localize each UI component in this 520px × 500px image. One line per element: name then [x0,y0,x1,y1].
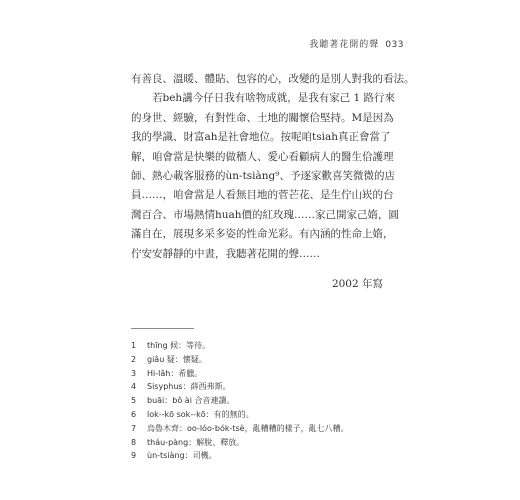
footnote-number: 3 [131,368,137,378]
footnote-text: lok--kō sok--kō：有的無的。 [147,409,254,419]
body-line: 佇安安靜靜的中晝，我聽著花開的聲…… [131,247,320,260]
footnote-number: 6 [131,409,137,419]
footnote-item [131,408,391,422]
footnote-text: Hi-lâh：希臘。 [147,368,203,378]
footnote-item [131,436,391,450]
running-title: 我聽著花開的聲 [309,40,380,50]
body-line: 滿自在，展現多采多姿的性命光彩。有內涵的性命上媠， [131,228,394,241]
footnote-item [131,380,391,394]
footnote-number: 9 [131,451,137,461]
footnote-number: 2 [131,354,137,364]
body-line: 有善良、溫暖、體貼、包容的心，改變的是別人對我的看法。 [131,73,415,85]
footnote-text: thīng 候：等待。 [147,341,211,350]
footnote-number: 5 [131,396,137,406]
body-line: 師、熱心載客服務的ùn-tsiàng⁹、予逐家歡喜笑微微的店 [131,170,395,183]
footnote-text: ùn-tsiàng：司機。 [147,451,217,461]
body-line: 灣百合、市場熱情huah價的紅玫瑰……家己開家己媠，圓 [131,208,400,221]
page-number: 033 [385,40,404,50]
footnote-text: tháu-pàng：解脫、釋放。 [147,437,245,447]
body-paragraph-2 [131,89,400,264]
body-text [131,70,415,264]
footnote-number: 7 [131,423,137,433]
footnote-item [131,339,391,353]
footnotes-list [131,339,391,463]
body-line: 我的學識、財富ah是社會地位。按呢咱tsiah真正會當了 [131,131,391,144]
date-byline: 2002 年寫 [331,278,383,290]
footnote-number: 1 [131,341,137,350]
body-line: 解，咱會當是快樂的做穡人、愛心看顧病人的醫生佮護理 [131,150,394,163]
running-header [309,37,404,50]
body-paragraph-1 [131,70,415,89]
footnote-item [131,353,391,367]
footnote-text: buāi：bô ài 合音連讀。 [147,396,235,406]
footnote-divider [131,328,194,329]
footnote-number: 8 [131,437,137,447]
footnote-item [131,422,391,436]
footnote-item [131,367,391,381]
footnote-item [131,449,391,463]
footnote-item [131,394,391,408]
body-line: 員……，咱會當是人看無目地的菅芒花、是生佇山崁的台 [131,189,394,202]
footnote-text: Sisyphus：薛西弗斯。 [147,382,231,392]
footnote-text: giâu 疑：懷疑。 [147,354,207,364]
footnote-text: 烏魯木齊：oo-lóo-bók-tsè，亂糟糟的樣子，亂七八糟。 [147,423,349,433]
footnote-number: 4 [131,382,137,392]
body-line: 若beh講今仔日我有啥物成就，是我有家己 1 路行來 [152,92,396,105]
body-line: 的身世、經驗，有對性命、土地的關懷佮堅持。M是因為 [131,111,394,124]
